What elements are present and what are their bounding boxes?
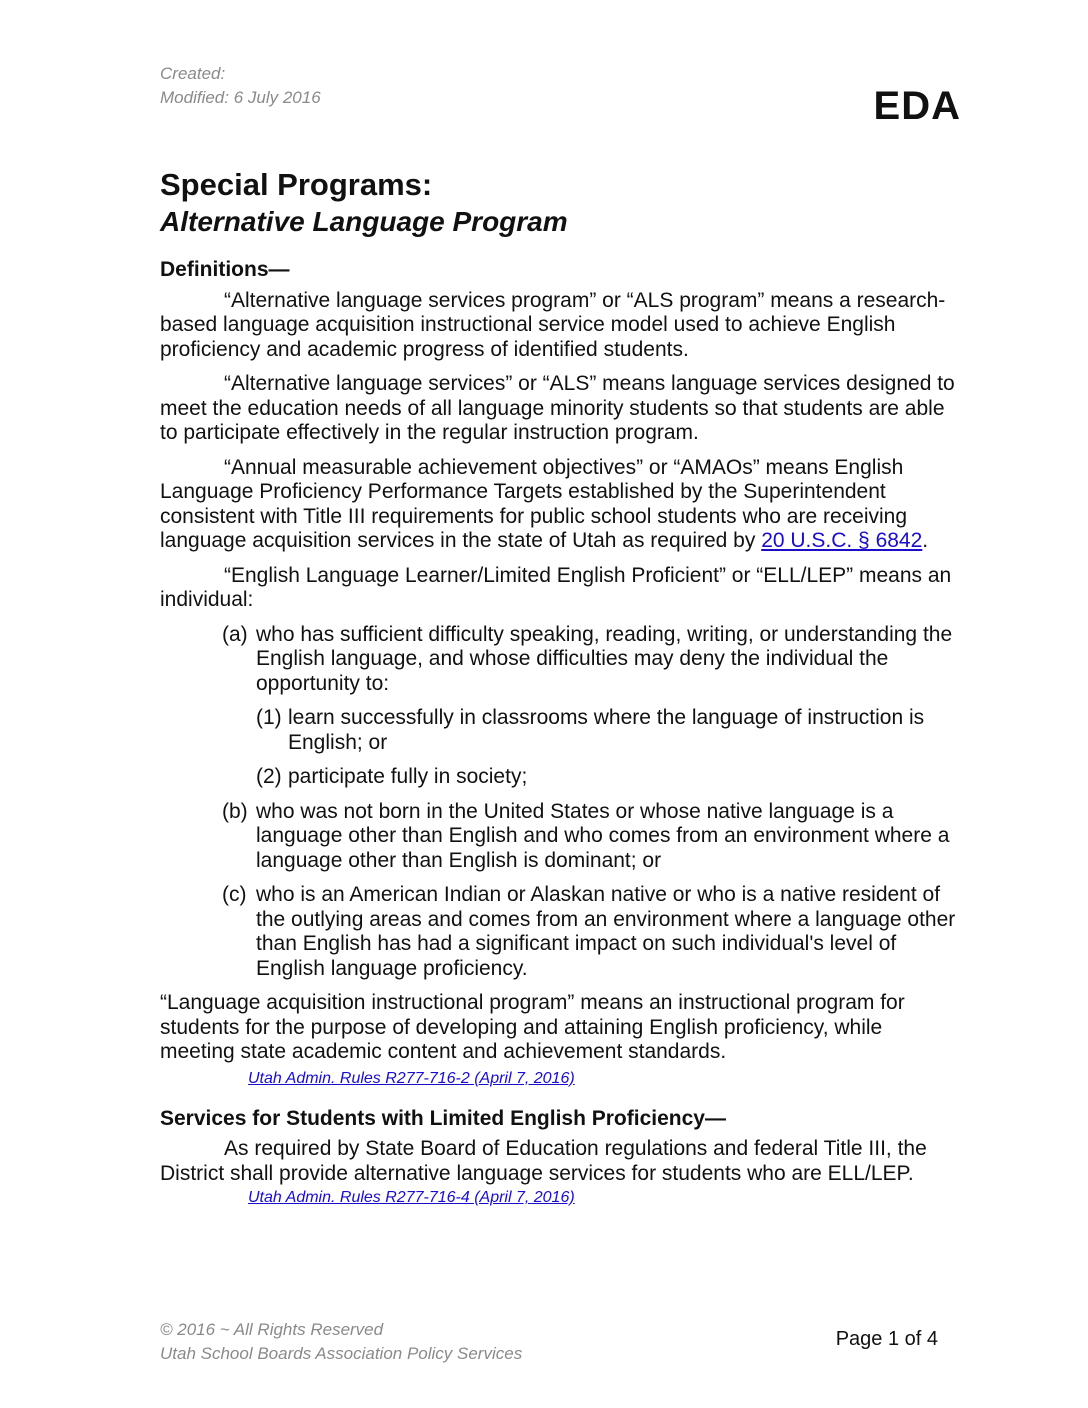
usc-6842-link[interactable]: 20 U.S.C. § 6842 bbox=[761, 529, 923, 552]
list-item bbox=[160, 765, 960, 790]
citation-link-r277-716-4[interactable]: Utah Admin. Rules R277-716-4 (April 7, 2016) bbox=[248, 1189, 575, 1206]
citation-link-r277-716-2[interactable]: Utah Admin. Rules R277-716-2 (April 7, 2016) bbox=[248, 1069, 575, 1087]
page-subtitle: Alternative Language Program bbox=[160, 206, 568, 237]
list-item-text: who has sufficient difficulty speaking, reading, writing, or understanding the English language, and whose difficulties may deny the individual the opportunity to: bbox=[256, 622, 953, 695]
modified-date: Modified: 6 July 2016 bbox=[160, 88, 321, 107]
created-label: Created: bbox=[160, 64, 226, 83]
definition-als: “Alternative language services” or “ALS” means language services designed to meet the education needs of all language minority students so that students are able to participate effectively in the regular instruction program. bbox=[160, 372, 955, 444]
list-item-text: participate fully in society; bbox=[288, 765, 528, 788]
definition-amaos-end: . bbox=[922, 529, 929, 552]
list-item-label: (c) bbox=[222, 883, 247, 906]
list-item bbox=[160, 623, 960, 697]
definition-als-program: “Alternative language services program” or “ALS program” means a research-based language acquisition instructional service model used to achieve English proficiency and academic progress of identified students. bbox=[160, 288, 946, 361]
footer-org: Utah School Boards Association Policy Services bbox=[160, 1344, 523, 1363]
definition-amaos-text: “Annual measurable achievement objectives” or “AMAOs” means English Language Proficiency Performance Targets established by the Superintendent consistent with Title III requirements for public school students who are receiving language acquisition services in the state of Utah as required by bbox=[160, 455, 908, 552]
list-item-text: learn successfully in classrooms where the language of instruction is English; or bbox=[288, 706, 925, 754]
list-item-label: (a) bbox=[222, 622, 248, 646]
footer-copyright: © 2016 ~ All Rights Reserved bbox=[160, 1320, 384, 1339]
definition-ell-lep: “English Language Learner/Limited English Proficient” or “ELL/LEP” means an individual: bbox=[160, 563, 952, 611]
footer-copyright-block bbox=[160, 1318, 522, 1366]
page-number: Page 1 of 4 bbox=[835, 1328, 938, 1350]
policy-body bbox=[160, 258, 960, 1226]
definitions-heading: Definitions— bbox=[160, 258, 290, 281]
list-item-label: (2) bbox=[256, 765, 282, 788]
services-paragraph: As required by State Board of Education regulations and federal Title III, the District shall provide alternative language services for students who are ELL/LEP. bbox=[160, 1137, 927, 1185]
page-title: Special Programs: bbox=[160, 167, 433, 202]
list-item-label: (b) bbox=[222, 799, 248, 823]
list-item bbox=[160, 883, 960, 981]
list-item-text: who was not born in the United States or whose native language is a language other than English and who comes from an environment where a language other than English is dominant; or bbox=[256, 799, 950, 872]
list-item-text: who is an American Indian or Alaskan native or who is a native resident of the outlying areas and comes from an environment where a language other than English has had a significant impact on such individual's level of English language proficiency. bbox=[256, 883, 956, 980]
policy-code: EDA bbox=[873, 84, 961, 128]
definition-language-acquisition: “Language acquisition instructional program” means an instructional program for students for the purpose of developing and attaining English proficiency, while meeting state academic content and achievement standards. bbox=[160, 991, 905, 1063]
list-item bbox=[160, 706, 960, 755]
definition-amaos bbox=[160, 456, 960, 554]
list-item bbox=[160, 800, 960, 874]
services-heading: Services for Students with Limited English Proficiency— bbox=[160, 1106, 726, 1130]
list-item-label: (1) bbox=[256, 706, 282, 729]
